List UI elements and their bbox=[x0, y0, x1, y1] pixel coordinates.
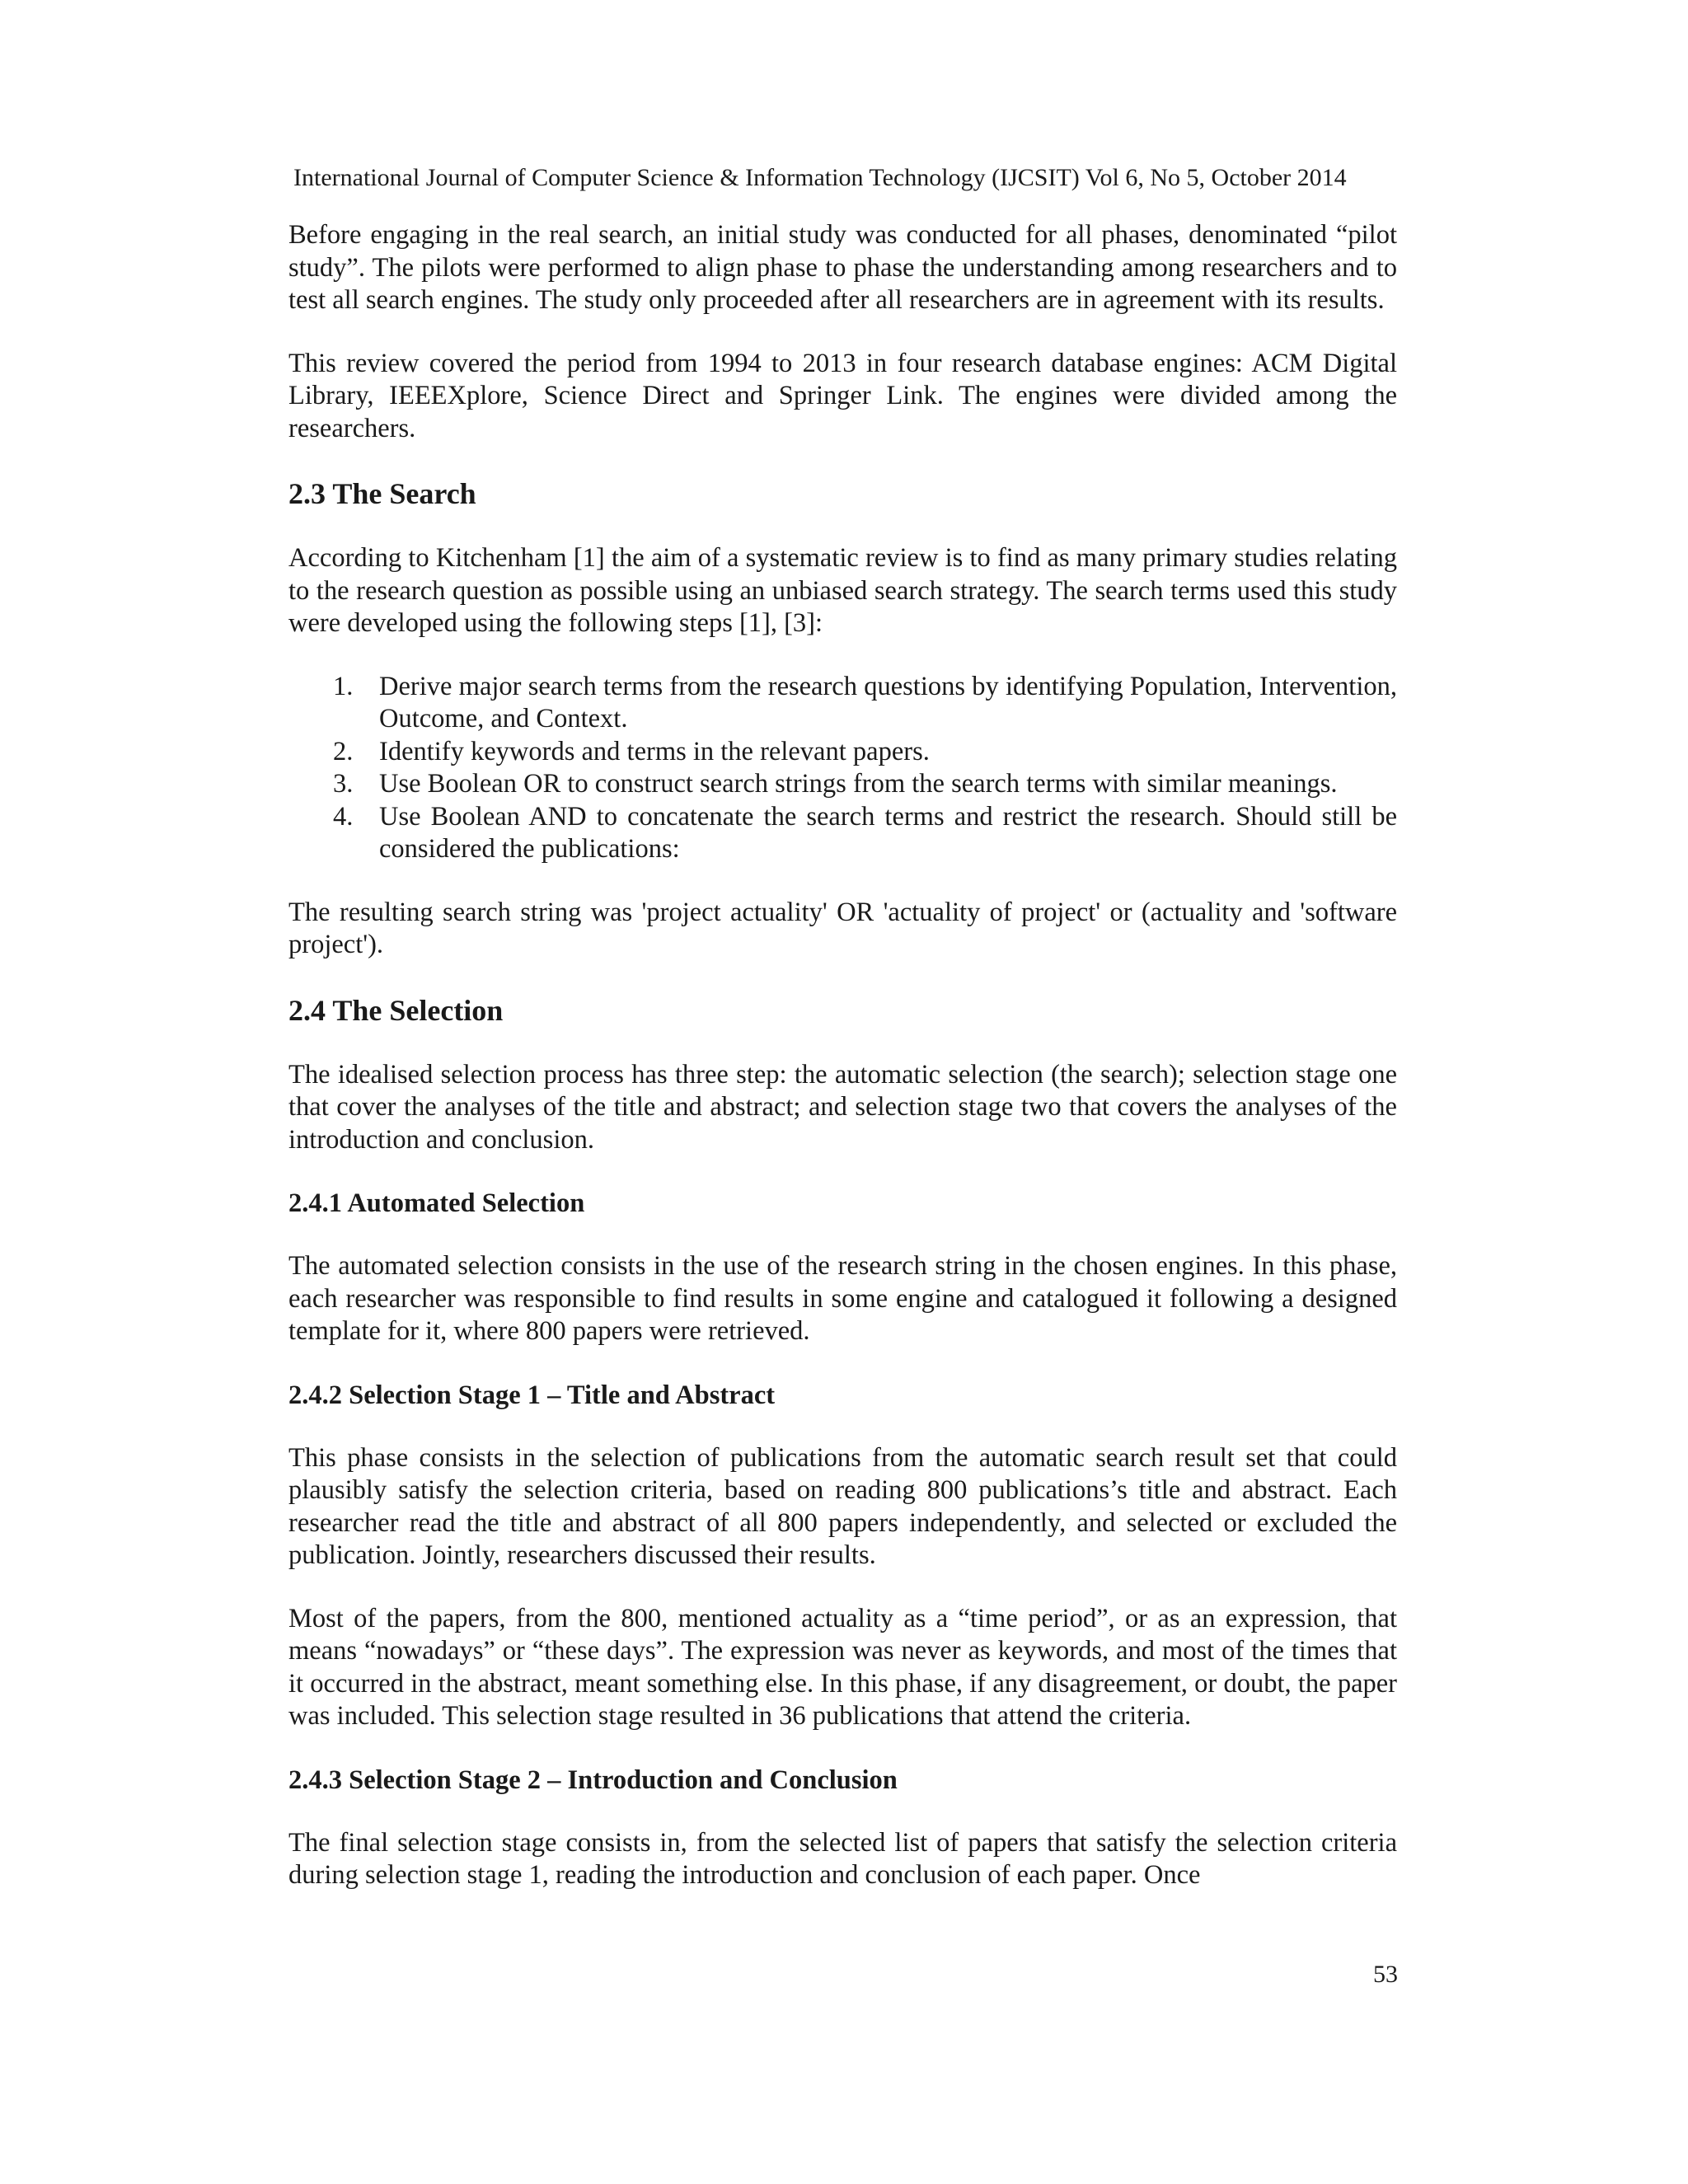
list-item bbox=[288, 801, 1397, 866]
paragraph-search-intro: According to Kitchenham [1] the aim of a systematic review is to find as many primary studies relating to the research question as possible using an unbiased search strategy. The search terms used this study were developed using the following steps [1], [3]: bbox=[288, 543, 1397, 638]
list-item bbox=[288, 671, 1397, 736]
paragraph-review-period: This review covered the period from 1994 to 2013 in four research database engines: ACM Digital Library, IEEEXplore, Science Direct and Springer Link. The engines were divided among the researchers. bbox=[288, 348, 1397, 443]
section-heading-search: 2.3 The Search bbox=[288, 477, 476, 510]
paragraph-automated-selection: The automated selection consists in the use of the research string in the chosen engines. In this phase, each researcher was responsible to find results in some engine and catalogued it following a designed template for it, where 800 papers were retrieved. bbox=[288, 1251, 1397, 1346]
paragraph-selection-process: The idealised selection process has three step: the automatic selection (the search); selection stage one that cover the analyses of the title and abstract; and selection stage two that covers the analyses of the introduction and conclusion. bbox=[288, 1059, 1397, 1155]
list-item-number: 3. bbox=[333, 769, 354, 799]
list-item-number: 2. bbox=[333, 736, 354, 766]
paragraph-pilot-study: Before engaging in the real search, an initial study was conducted for all phases, denominated “pilot study”. The pilots were performed to align phase to phase the understanding among researchers and to test all search engines. The study only proceeded after all researchers are in agreement with its results. bbox=[288, 220, 1397, 315]
list-item bbox=[288, 736, 1397, 769]
paragraph-search-string: The resulting search string was 'project actuality' OR 'actuality of project' or (actuality and 'software project'). bbox=[288, 897, 1397, 959]
main-content bbox=[288, 219, 1397, 1923]
page-number: 53 bbox=[1373, 1961, 1398, 1988]
subsection-heading-automated-selection: 2.4.1 Automated Selection bbox=[288, 1188, 585, 1218]
list-item-text: Identify keywords and terms in the relevant papers. bbox=[379, 736, 930, 766]
paragraph-stage-1-results: Most of the papers, from the 800, mentioned actuality as a “time period”, or as an expression, that means “nowadays” or “these days”. The expression was never as keywords, and most of the times that it occurred in the abstract, meant something else. In this phase, if any disagreement, or doubt, the paper was included. This selection stage resulted in 36 publications that attend the criteria. bbox=[288, 1603, 1397, 1731]
running-header: International Journal of Computer Science & Information Technology (IJCSIT) Vol 6, No 5, October 2014 bbox=[293, 164, 1347, 191]
list-item bbox=[288, 768, 1397, 801]
list-item-text: Derive major search terms from the research questions by identifying Population, Intervention, Outcome, and Context. bbox=[379, 671, 1397, 733]
list-item-number: 1. bbox=[333, 671, 354, 701]
paragraph-stage-1-process: This phase consists in the selection of publications from the automatic search result set that could plausibly satisfy the selection criteria, based on reading 800 publications’s title and abstract. Each researcher read the title and abstract of all 800 papers independently, and selected or excluded the publication. Jointly, researchers discussed their results. bbox=[288, 1442, 1397, 1570]
list-item-number: 4. bbox=[333, 801, 354, 832]
paragraph-stage-2: The final selection stage consists in, from the selected list of papers that satisfy the selection criteria during selection stage 1, reading the introduction and conclusion of each paper. Once bbox=[288, 1827, 1397, 1890]
subsection-heading-stage-1: 2.4.2 Selection Stage 1 – Title and Abstract bbox=[288, 1380, 776, 1410]
search-steps-list bbox=[288, 671, 1397, 866]
subsection-heading-stage-2: 2.4.3 Selection Stage 2 – Introduction and Conclusion bbox=[288, 1765, 898, 1795]
list-item-text: Use Boolean AND to concatenate the search terms and restrict the research. Should still be considered the publications: bbox=[379, 801, 1397, 864]
section-heading-selection: 2.4 The Selection bbox=[288, 993, 504, 1027]
list-item-text: Use Boolean OR to construct search strings from the search terms with similar meanings. bbox=[379, 769, 1338, 799]
